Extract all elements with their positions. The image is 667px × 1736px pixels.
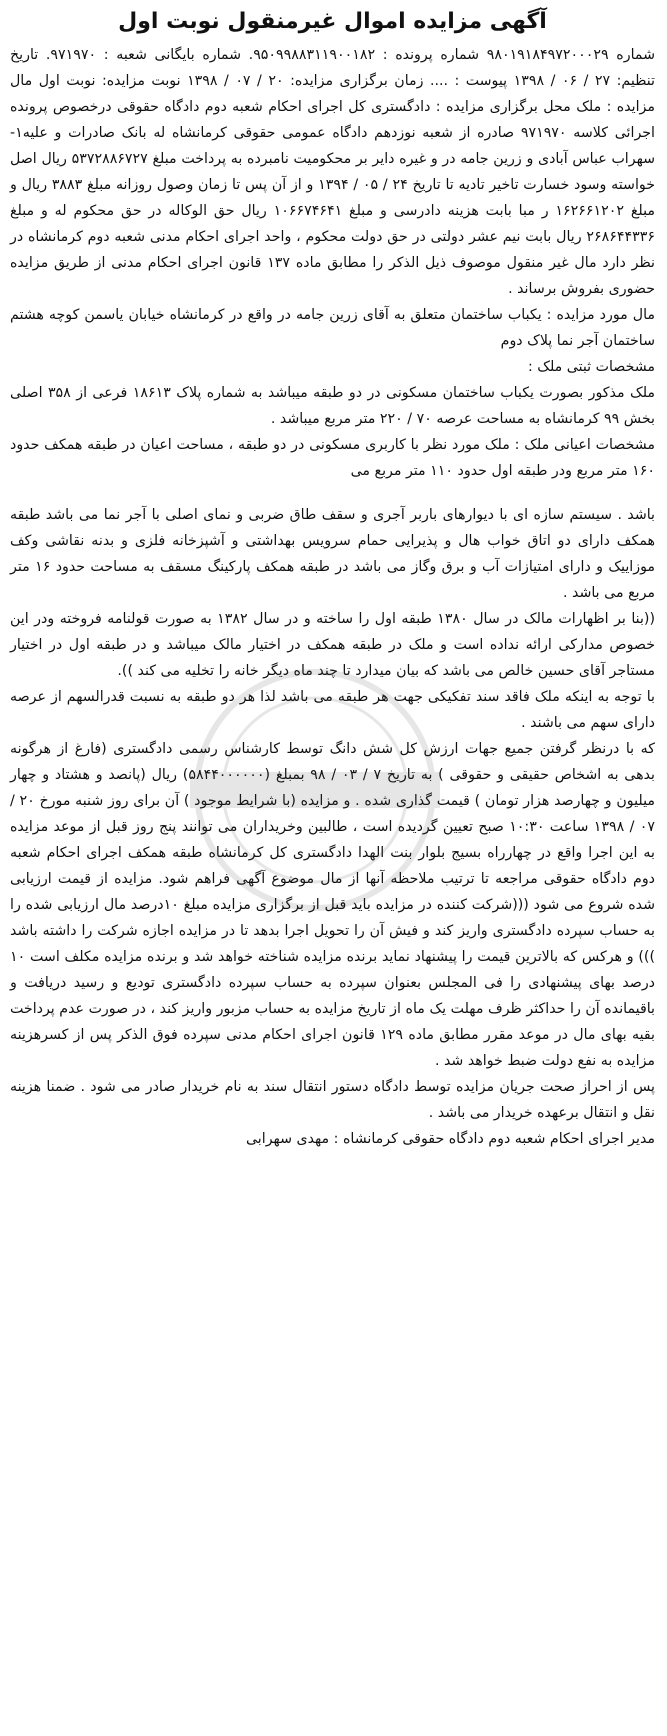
- notice-intro-paragraph: شماره ۹۸۰۱۹۱۸۴۹۷۲۰۰۰۲۹ شماره پرونده : ۹۵۰۹۹۸۸۳۱۱۹۰۰۱۸۲. شماره بایگانی شعبه : ۹۷۱۹۷۰. تاریخ تنظیم: ۲۷ / ۰۶ / ۱۳۹۸ پیوست : .... زمان برگزاری مزایده: ۲۰ / ۰۷ / ۱۳۹۸ نوبت مزایده: نوبت اول مال مزایده : ملک محل برگزاری مزایده : دادگستری کل اجرای احکام شعبه دوم دادگاه حقوقی درخصوص پرونده اجرائی کلاسه ۹۷۱۹۷۰ صادره از شعبه نوزدهم دادگاه عمومی حقوقی کرمانشاه له بانک صادرات و علیه۱-سهراب عباس آبادی و زرین جامه در و غیره دایر بر محکومیت نامبرده به پرداخت مبلغ ۵۳۷۲۸۸۶۷۲۷ ریال اصل خواسته وسود خسارت تاخیر تادیه تا تاریخ ۲۴ / ۰۵ / ۱۳۹۴ و از آن پس تا زمان وصول روزانه مبلغ ۳۸۸۳ ریال و مبلغ ۱۶۲۶۶۱۲۰۲ ر مبا بابت هزینه دادرسی و مبلغ ۱۰۶۶۷۴۶۴۱ ریال حق الوکاله در حق محکوم له و مبلغ ۲۶۸۶۴۴۳۳۶ ریال بابت نیم عشر دولتی در حق دولت محکوم ، واحد اجرای احکام مدنی شعبه دوم کرمانشاه در نظر دارد مال غیر منقول موصوف ذیل الذکر را مطابق ماده ۱۳۷ قانون اجرای احکام مدنی از طریق مزایده حضوری بفروش برساند .: [10, 47, 656, 297]
- blank-gap: [10, 484, 655, 502]
- registration-heading: مشخصات ثبتی ملک :: [527, 359, 655, 375]
- signature-line: مدیر اجرای احکام شعبه دوم دادگاه حقوقی کرمانشاه : مهدی سهرابی: [245, 1131, 655, 1147]
- building-specs-paragraph: مشخصات اعیانی ملک : ملک مورد نظر با کاربری مسکونی در دو طبقه ، مساحت اعیان در طبقه همکف حدود ۱۶۰ متر مربع ودر طبقه اول حدود ۱۱۰ متر مربع می: [10, 437, 655, 479]
- valuation-and-terms-paragraph: که با درنظر گرفتن جمیع جهات ارزش کل شش دانگ توسط کارشناس رسمی دادگستری (فارغ از هرگونه بدهی به اشخاص حقیقی و حقوقی ) به تاریخ ۷ / ۰۳ / ۹۸ بمبلغ (۵۸۴۴۰۰۰۰۰۰) ریال (پانصد و هشتاد و چهار میلیون و چهارصد هزار تومان ) قیمت گذاری شده . و مزایده (با شرایط موجود ) آن برای روز شنبه مورخ ۲۰ / ۰۷ / ۱۳۹۸ ساعت ۱۰:۳۰ صبح تعیین گردیده است ، طالبین وخریداران می توانند پنج روز قبل از موعد مزایده به این اجرا واقع در چهارراه بسیج بلوار بنت الهدا دادگستری کل کرمانشاه طبقه همکف اجرای احکام شعبه دوم دادگاه حقوقی مراجعه تا ترتیب ملاحظه آنها از مال موضوع آگهی فراهم شود. مزایده از قیمت ارزیابی شده شروع می شود (((شرکت کننده در مزایده باید قبل از برگزاری مزایده مبلغ ۱۰درصد مال ارزیابی شده را به حساب سپرده دادگستری واریز کند و فیش آن را تحویل اجرا بدهد تا در مزایده اجازه شرکت را داشته باشد ))) و هرکس که بالاترین قیمت را پیشنهاد نماید برنده مزایده شناخته خواهد شد و برنده مزایده مکلف است ۱۰ درصد بهای پیشنهادی را فی المجلس بعنوان سپرده به حساب سپرده دادگستری تودیع و رسید دریافت و باقیمانده آن را حداکثر ظرف مهلت یک ماه از تاریخ مزایده به حساب مزبور واریز کند ، در صورت عدم پرداخت بقیه بهای مال در موعد مقرر مطابق ماده ۱۲۹ قانون اجرای احکام مدنی سپرده فوق الذکر پس از کسرهزینه مزایده به نفع دولت ضبط خواهد شد .: [10, 741, 655, 1069]
- registration-details-paragraph: ملک مذکور بصورت یکباب ساختمان مسکونی در دو طبقه میباشد به شماره پلاک ۱۸۶۱۳ فرعی از ۳۵۸ اصلی بخش ۹۹ کرمانشاه به مساحت عرصه ۷۰ / ۲۲۰ متر مربع میباشد .: [10, 385, 655, 427]
- owner-statement-paragraph: ((بنا بر اظهارات مالک در سال ۱۳۸۰ طبقه اول را ساخته و در سال ۱۳۸۲ به صورت قولنامه فروخته ودر این خصوص مدارکی ارائه نداده است و ملک در طبقه همکف در اختیار مالک میباشد و در طبقه اول در اختیار مستاجر آقای حسین خالص می باشد که بیان میدارد تا چند ماه دیگر خانه را تخلیه می کند )).: [10, 611, 655, 679]
- transfer-paragraph: پس از احراز صحت جریان مزایده توسط دادگاه دستور انتقال سند به نام خریدار صادر می شود . ضمنا هزینه نقل و انتقال برعهده خریدار می باشد .: [10, 1079, 655, 1121]
- structure-description-paragraph: باشد . سیستم سازه ای با دیوارهای باربر آجری و سقف طاق ضربی و نمای اصلی با آجر نما می باشد طبقه همکف دارای دو اتاق خواب هال و پذیرایی حمام سرویس بهداشتی و آشپزخانه فلزی و بدنه نقاشی وکف موزاییک و دارای امتیازات آب و برق وگاز می باشد در طبقه همکف پارکینگ مسقف به مساحت حدود ۱۶ متر مربع می باشد .: [10, 507, 655, 601]
- share-note-paragraph: با توجه به اینکه ملک فاقد سند تفکیکی جهت هر طبقه می باشد لذا هر دو طبقه به نسبت قدرالسهم از عرصه دارای سهم می باشند .: [10, 689, 655, 731]
- auction-property-paragraph: مال مورد مزایده : یکباب ساختمان متعلق به آقای زرین جامه در واقع در کرمانشاه خیابان یاسمن کوچه هشتم ساختمان آجر نما پلاک دوم: [10, 307, 655, 349]
- notice-title: آگهی مزایده اموال غیرمنقول نوبت اول: [118, 9, 547, 34]
